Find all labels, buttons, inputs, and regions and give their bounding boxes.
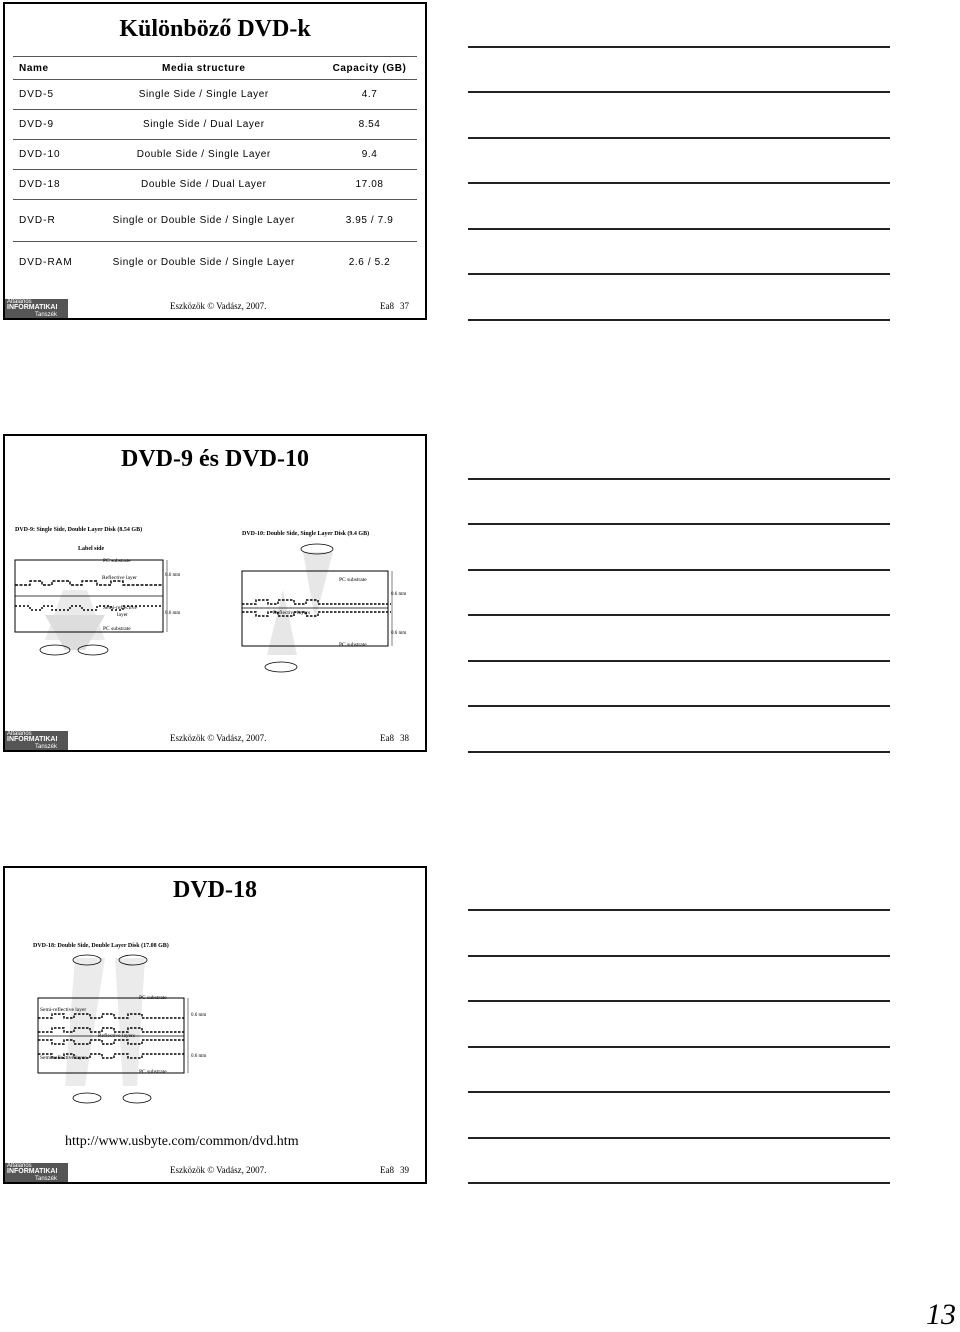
cell-structure: Single or Double Side / Single Layer [112,257,295,268]
cell-name: DVD-RAM [19,257,73,268]
department-logo: Általános INFORMATIKAI Tanszék [5,1163,68,1182]
thickness-label: 0.6 mm [165,573,181,578]
reflective-layers-label: Reflective layers [273,610,311,616]
dvd9-caption: DVD-9: Single Side, Double Layer Disk (8.54 GB) [15,527,143,533]
table-row [13,200,417,242]
pc-substrate-label: PC substrate [139,995,167,1001]
pc-substrate-label: PC substrate [103,626,131,632]
slide-37 [3,2,427,320]
cell-capacity: 2.6 / 5.2 [348,257,391,268]
footer-copyright: Eszközök © Vadász, 2007. [170,301,267,311]
cell-name: DVD-R [13,200,86,242]
pc-substrate-label: PC substrate [339,642,367,648]
thickness-label: 0.6 mm [391,631,407,636]
slide-footer [5,1160,425,1182]
dvd-types-table [13,56,417,283]
semi-reflective-layer-label: Semi-reflective layer [40,1055,87,1061]
footer-copyright: Eszközök © Vadász, 2007. [170,733,267,743]
dvd9-dvd10-diagram [5,520,425,752]
dvd18-caption: DVD-18: Double Side, Double Layer Disk (17.08 GB) [33,943,169,949]
department-logo: Általános INFORMATIKAI Tanszék [5,731,68,750]
dvd10-caption: DVD-10: Double Side, Single Layer Disk (9.4 GB) [242,531,370,537]
header-media-structure: Media structure [86,57,323,80]
header-name: Name [13,57,86,80]
slide-footer [5,296,425,318]
thickness-label: 0.6 mm [391,592,407,597]
reflective-layer-label: Reflective layer [102,575,137,581]
slide-footer [5,728,425,750]
dvd18-diagram [5,936,425,1156]
footer-slide-ref: Ea8 38 [380,733,409,743]
cell-structure: Single Side / Dual Layer [86,110,323,140]
slide-title: DVD-9 és DVD-10 [121,446,309,472]
cell-name: DVD-5 [13,80,86,110]
reflective-layers-label: Reflective layers [98,1033,136,1039]
slide-title: DVD-18 [173,877,257,903]
cell-structure: Double Side / Dual Layer [86,170,323,200]
header-capacity: Capacity (GB) [322,57,417,80]
slide-title: Különböző DVD-k [119,16,311,42]
cell-structure: Double Side / Single Layer [86,140,323,170]
table-row [13,140,417,170]
label-side: Label side [78,546,105,552]
footer-slide-ref: Ea8 39 [380,1165,409,1175]
department-logo: Általános INFORMATIKAI Tanszék [5,299,68,318]
source-url[interactable]: http://www.usbyte.com/common/dvd.htm [65,1134,299,1149]
thickness-label: 0.6 mm [191,1013,207,1018]
pc-substrate-label: PC substrate [139,1069,167,1075]
semi-reflective-layer-label: layer [117,612,128,618]
semi-reflective-layer-label: Semi-reflective layer [40,1007,87,1013]
cell-capacity: 3.95 / 7.9 [322,200,417,242]
slide-38 [3,434,427,752]
table-row [13,110,417,140]
cell-name: DVD-10 [13,140,86,170]
table-row [13,170,417,200]
cell-capacity: 9.4 [322,140,417,170]
page-number: 13 [926,1298,956,1331]
pc-substrate-label: PC substrate [339,577,367,583]
pc-substrate-label: PC substrate [103,558,131,564]
footer-copyright: Eszközök © Vadász, 2007. [170,1165,267,1175]
cell-capacity: 8.54 [322,110,417,140]
semi-reflective-label: Semi-reflective [103,605,137,611]
cell-capacity: 4.7 [322,80,417,110]
cell-name: DVD-18 [13,170,86,200]
cell-name: DVD-9 [13,110,86,140]
slide-39 [3,866,427,1184]
footer-slide-ref: Ea8 37 [380,301,409,311]
table-row [13,80,417,110]
thickness-label: 0.6 mm [191,1054,207,1059]
thickness-label: 0.6 mm [165,611,181,616]
table-row [13,242,417,284]
table-header-row [13,57,417,80]
cell-capacity: 17.08 [322,170,417,200]
cell-structure: Single Side / Single Layer [86,80,323,110]
cell-structure: Single or Double Side / Single Layer [86,200,323,242]
